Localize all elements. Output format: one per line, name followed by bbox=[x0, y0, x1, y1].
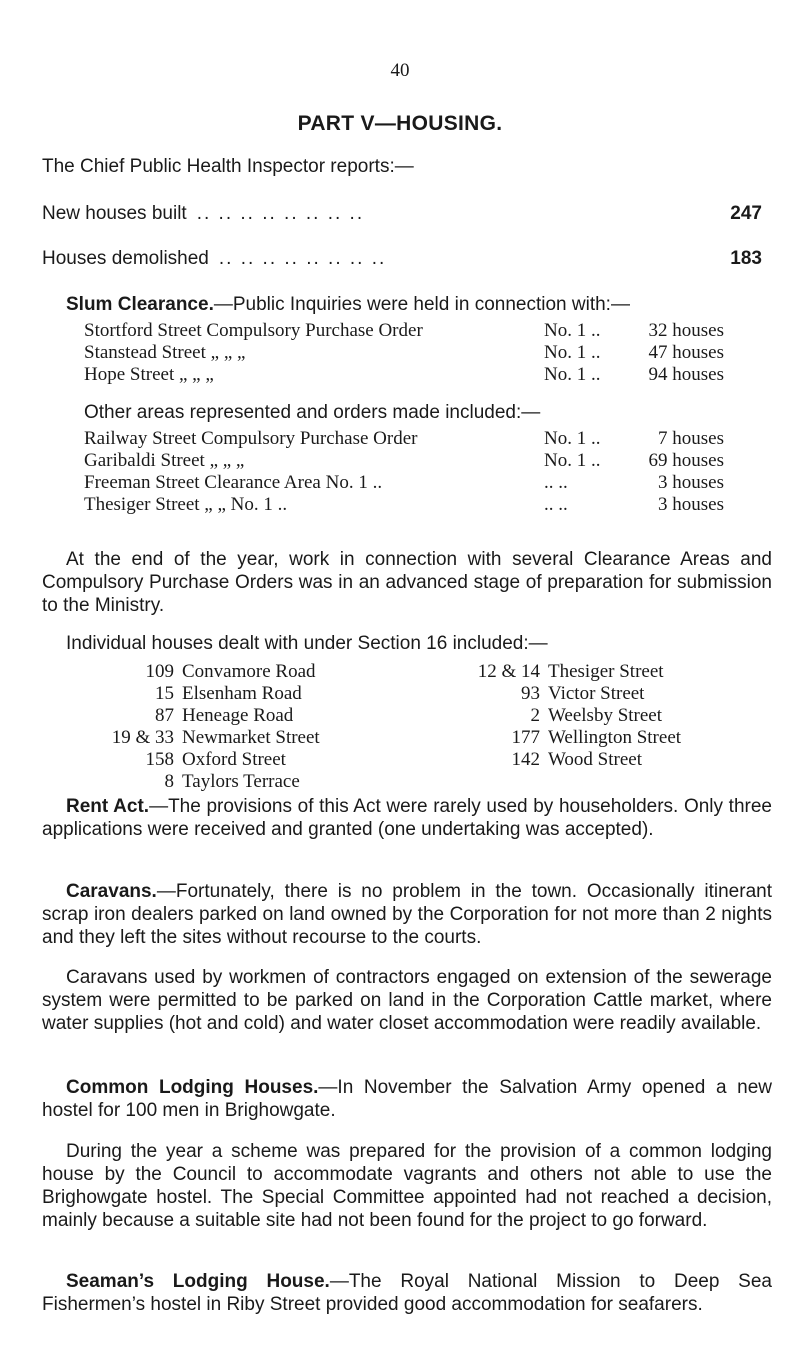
summary-value: 183 bbox=[730, 248, 762, 269]
house-number: 12 & 14 bbox=[477, 661, 540, 682]
slum-clearance-intro bbox=[66, 294, 630, 316]
lodging-paragraph bbox=[42, 1076, 772, 1122]
rent-act-text: —The provisions of this Act were rarely used by householders. Only three applications were received and granted (one undertaking was accepted). bbox=[42, 796, 772, 840]
slum-clearance-text: —Public Inquiries were held in connection with:— bbox=[213, 294, 630, 315]
summary-value: 247 bbox=[730, 203, 762, 224]
street-name: Heneage Road bbox=[182, 705, 294, 726]
inquiry-order: No. 1 .. bbox=[544, 342, 601, 363]
page-number: 40 bbox=[390, 60, 410, 81]
section16-intro: Individual houses dealt with under Section 16 included:— bbox=[66, 633, 548, 654]
other-area-order: .. .. bbox=[544, 494, 568, 515]
section-title: PART V—HOUSING. bbox=[297, 112, 503, 135]
inquiry-name: Hope Street „ „ „ bbox=[84, 364, 214, 385]
seaman-paragraph bbox=[42, 1270, 772, 1316]
street-name: Victor Street bbox=[548, 683, 645, 704]
street-name: Weelsby Street bbox=[548, 705, 663, 726]
inquiry-houses: 32 houses bbox=[648, 320, 724, 341]
rent-act-heading: Rent Act. bbox=[66, 796, 150, 817]
street-name: Newmarket Street bbox=[182, 727, 320, 748]
address-row bbox=[84, 749, 384, 771]
address-row bbox=[450, 749, 780, 771]
caravans-heading: Caravans. bbox=[66, 881, 157, 902]
address-row bbox=[450, 705, 780, 727]
street-name: Convamore Road bbox=[182, 661, 316, 682]
other-area-houses: 69 houses bbox=[648, 450, 724, 471]
house-number: 87 bbox=[155, 705, 174, 726]
inquiry-name: Stanstead Street „ „ „ bbox=[84, 342, 246, 363]
address-row bbox=[84, 661, 384, 683]
seaman-text: —The Royal National Mission to Deep Sea Fishermen’s hostel in Riby Street provided good accommodation for seafarers. bbox=[42, 1271, 772, 1315]
other-area-houses: 7 houses bbox=[658, 428, 724, 449]
other-area-name: Thesiger Street „ „ No. 1 .. bbox=[84, 494, 288, 515]
house-number: 109 bbox=[145, 661, 174, 682]
summary-row-new-houses bbox=[42, 203, 762, 225]
other-area-order: .. .. bbox=[544, 472, 568, 493]
other-area-houses: 3 houses bbox=[658, 472, 724, 493]
other-areas-text: Other areas represented and orders made included:— bbox=[84, 402, 541, 423]
street-name: Elsenham Road bbox=[182, 683, 302, 704]
caravans-text: —Fortunately, there is no problem in the town. Occasionally itinerant scrap iron dealers parked on land owned by the Corporation for not more than 2 nights and they left the sites without recourse to the courts. bbox=[42, 881, 772, 948]
inquiry-order: No. 1 .. bbox=[544, 364, 601, 385]
leader-dots: .. .. .. .. .. .. .. .. bbox=[196, 203, 365, 224]
street-name: Wellington Street bbox=[548, 727, 682, 748]
street-name: Thesiger Street bbox=[548, 661, 664, 682]
section16-left-list bbox=[84, 661, 384, 793]
lodging-paragraph-2: During the year a scheme was prepared for the provision of a common lodging house by the Council to accommodate vagrants and others not able to use the Brighowgate hostel. The Special Committee appointed had not reached a decision, mainly because a suitable site had not been found for the project to go forward. bbox=[42, 1141, 772, 1231]
address-row bbox=[84, 771, 384, 793]
summary-row-demolished bbox=[42, 248, 762, 270]
address-row bbox=[84, 683, 384, 705]
house-number: 142 bbox=[511, 749, 540, 770]
inquiry-houses: 94 houses bbox=[648, 364, 724, 385]
house-number: 177 bbox=[511, 727, 540, 748]
clearance-end-paragraph: At the end of the year, work in connection with several Clearance Areas and Compulsory Purchase Orders was in an advanced stage of preparation for submission to the Ministry. bbox=[42, 549, 772, 616]
address-row bbox=[450, 727, 780, 749]
address-row bbox=[450, 683, 780, 705]
address-row bbox=[84, 705, 384, 727]
street-name: Taylors Terrace bbox=[182, 771, 300, 792]
other-area-houses: 3 houses bbox=[658, 494, 724, 515]
summary-label: Houses demolished bbox=[42, 248, 209, 269]
rent-act-paragraph bbox=[42, 795, 772, 841]
other-area-order: No. 1 .. bbox=[544, 450, 601, 471]
section16-right-list bbox=[450, 661, 780, 771]
other-area-name: Freeman Street Clearance Area No. 1 .. bbox=[84, 472, 383, 493]
inquiry-name: Stortford Street Compulsory Purchase Order bbox=[84, 320, 423, 341]
seaman-heading: Seaman’s Lodging House. bbox=[66, 1271, 330, 1292]
lodging-text: —In November the Salvation Army opened a new hostel for 100 men in Brighowgate. bbox=[42, 1077, 772, 1121]
house-number: 2 bbox=[530, 705, 540, 726]
other-area-name: Garibaldi Street „ „ „ bbox=[84, 450, 245, 471]
house-number: 19 & 33 bbox=[111, 727, 174, 748]
lodging-heading: Common Lodging Houses. bbox=[66, 1077, 319, 1098]
address-row bbox=[450, 661, 780, 683]
caravans-paragraph-2: Caravans used by workmen of contractors engaged on extension of the sewerage system were permitted to be parked on land in the Corporation Cattle market, where water supplies (hot and cold) and water closet accommodation were readily available. bbox=[42, 967, 772, 1034]
inquiry-houses: 47 houses bbox=[648, 342, 724, 363]
slum-clearance-heading: Slum Clearance. bbox=[66, 294, 214, 315]
house-number: 93 bbox=[521, 683, 540, 704]
address-row bbox=[84, 727, 384, 749]
summary-label: New houses built bbox=[42, 203, 187, 224]
house-number: 8 bbox=[164, 771, 174, 792]
caravans-paragraph bbox=[42, 880, 772, 949]
intro-text: The Chief Public Health Inspector reports:— bbox=[42, 156, 414, 177]
house-number: 158 bbox=[145, 749, 174, 770]
leader-dots: .. .. .. .. .. .. .. .. bbox=[218, 248, 387, 269]
house-number: 15 bbox=[155, 683, 174, 704]
other-area-name: Railway Street Compulsory Purchase Order bbox=[84, 428, 418, 449]
other-area-order: No. 1 .. bbox=[544, 428, 601, 449]
street-name: Wood Street bbox=[548, 749, 642, 770]
inquiry-order: No. 1 .. bbox=[544, 320, 601, 341]
street-name: Oxford Street bbox=[182, 749, 286, 770]
